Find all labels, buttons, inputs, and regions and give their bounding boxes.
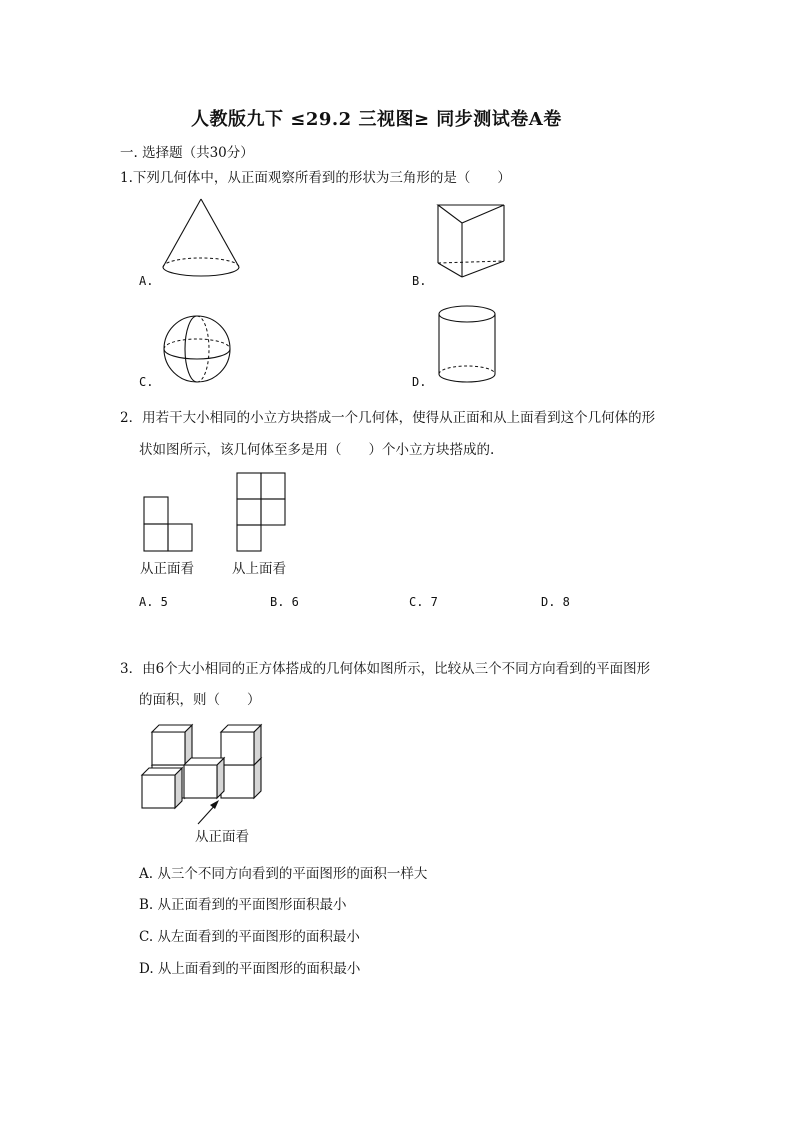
section-heading: 一. 选择题（共30分） [120, 145, 254, 161]
q2-option-c[interactable]: C. 7 [409, 595, 438, 609]
front-view-caption-q3: 从正面看 [195, 829, 249, 845]
top-view-caption: 从上面看 [232, 561, 286, 577]
q3-option-d[interactable]: D. 从上面看到的平面图形的面积最小 [139, 961, 361, 977]
question-1-stem: 1.下列几何体中，从正面观察所看到的形状为三角形的是（ ） [120, 170, 511, 186]
q3-option-b[interactable]: B. 从正面看到的平面图形面积最小 [139, 897, 347, 913]
front-view-grid [143, 496, 195, 554]
triangular-prism-icon [436, 203, 506, 281]
sphere-icon [162, 314, 232, 384]
q3-option-c[interactable]: C. 从左面看到的平面图形的面积最小 [139, 929, 360, 945]
q2-option-a[interactable]: A. 5 [139, 595, 168, 609]
q2-option-d[interactable]: D. 8 [541, 595, 570, 609]
cone-icon [160, 197, 242, 279]
question-2-stem-line-2: 状如图所示，该几何体至多是用（ ）个小立方块搭成的. [139, 442, 495, 458]
q1-option-c[interactable]: C. [139, 375, 154, 389]
question-3-stem-line-2: 的面积，则（ ） [139, 692, 261, 708]
q1-option-a[interactable]: A. [139, 274, 154, 288]
q1-option-b[interactable]: B. [412, 274, 427, 288]
front-view-caption: 从正面看 [140, 561, 194, 577]
cylinder-icon [438, 304, 500, 386]
question-3-stem-line-1: 3．由6个大小相同的正方体搭成的几何体如图所示，比较从三个不同方向看到的平面图形 [120, 661, 651, 677]
top-view-grid [236, 472, 288, 552]
q3-option-a[interactable]: A. 从三个不同方向看到的平面图形的面积一样大 [139, 866, 428, 882]
q1-option-d[interactable]: D. [412, 375, 427, 389]
q2-option-b[interactable]: B. 6 [270, 595, 299, 609]
question-2-stem-line-1: 2．用若干大小相同的小立方块搭成一个几何体，使得从正面和从上面看到这个几何体的形 [120, 410, 656, 426]
cube-structure-figure [140, 720, 272, 830]
page-title: 人教版九下 ≤29.2 三视图≥ 同步测试卷A卷 [191, 109, 562, 130]
